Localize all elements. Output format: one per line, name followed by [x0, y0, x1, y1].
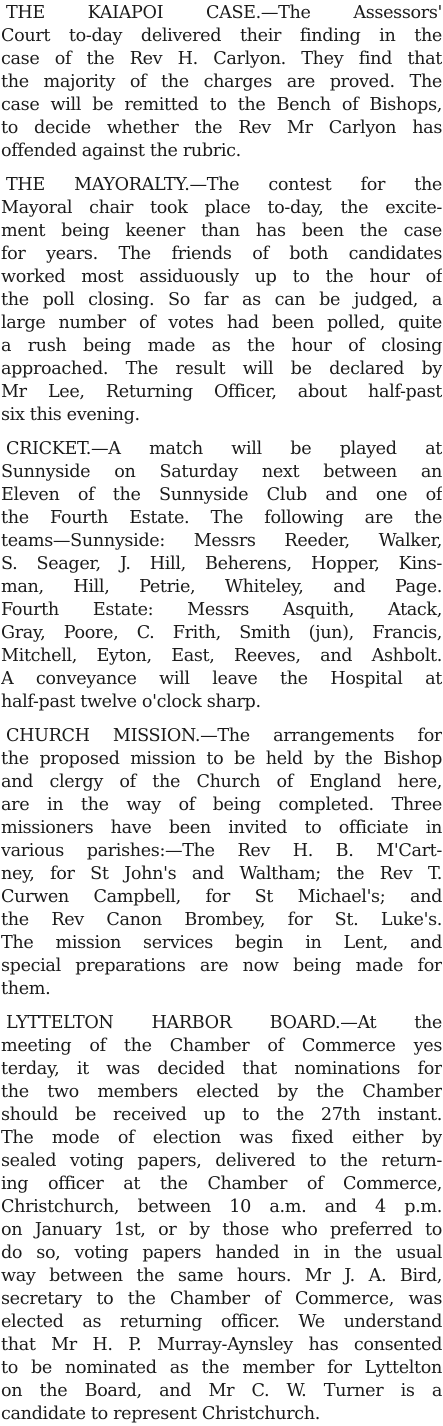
- article-line: various parishes:—The Rev H. B. M'Cart-: [1, 841, 442, 861]
- article-line: Fourth Estate: Messrs Asquith, Atack,: [1, 600, 442, 620]
- article-line: should be received up to the 27th instant.: [1, 1105, 442, 1125]
- article-divider: [1, 431, 442, 432]
- article-line: CHURCH MISSION.—The arrangements for: [6, 726, 442, 746]
- article-line: offended against the rubric.: [1, 141, 241, 161]
- article-line: ing officer at the Chamber of Commerce,: [1, 1174, 442, 1194]
- article-divider: [1, 1005, 442, 1006]
- article-line: the Rev Canon Brombey, for St. Luke's.: [1, 910, 442, 930]
- article-line: on January 1st, or by those who preferred to: [1, 1220, 442, 1240]
- article-line: Sunnyside on Saturday next between an: [1, 462, 442, 482]
- article-line: do so, voting papers handed in in the usual: [1, 1243, 442, 1263]
- article-line: Eleven of the Sunnyside Club and one of: [1, 485, 442, 505]
- article-line: Mayoral chair took place to-day, the excite-: [1, 198, 442, 218]
- article-line: Christchurch, between 10 a.m. and 4 p.m.: [1, 1197, 442, 1217]
- article-line: man, Hill, Petrie, Whiteley, and Page.: [1, 577, 442, 597]
- article-divider: [1, 167, 442, 168]
- article-line: missioners have been invited to officiate in: [1, 818, 442, 838]
- article-line: to decide whether the Rev Mr Carlyon has: [1, 118, 442, 138]
- article-line: are in the way of being completed. Three: [1, 795, 442, 815]
- article-line: THE MAYORALTY.—The contest for the: [6, 175, 442, 195]
- article-mayoralty: [1, 174, 442, 427]
- article-line: large number of votes had been polled, quite: [1, 313, 442, 333]
- article-divider: [1, 718, 442, 719]
- article-church-mission: [1, 725, 442, 1001]
- article-line: six this evening.: [1, 405, 140, 425]
- article-line: meeting of the Chamber of Commerce yes: [1, 1036, 442, 1056]
- article-line: on the Board, and Mr C. W. Turner is a: [1, 1381, 442, 1401]
- article-line: for years. The friends of both candidates: [1, 244, 442, 264]
- article-line: case of the Rev H. Carlyon. They find that: [1, 49, 442, 69]
- article-line: half-past twelve o'clock sharp.: [1, 692, 261, 712]
- article-line: a rush being made as the hour of closing: [1, 336, 442, 356]
- article-cricket: [1, 438, 442, 714]
- article-line: Curwen Campbell, for St Michael's; and: [1, 887, 442, 907]
- article-line: The mode of election was fixed either by: [1, 1128, 442, 1148]
- article-kaiapoi-case: [1, 0, 442, 163]
- article-line: the majority of the charges are proved. The: [1, 72, 442, 92]
- article-line: elected as returning officer. We understand: [1, 1312, 442, 1332]
- article-line: the two members elected by the Chamber: [1, 1082, 442, 1102]
- article-line: The mission services begin in Lent, and: [1, 933, 442, 953]
- article-line: Mitchell, Eyton, East, Reeves, and Ashbolt.: [1, 646, 442, 666]
- article-line: and clergy of the Church of England here,: [1, 772, 442, 792]
- article-line: Gray, Poore, C. Frith, Smith (jun), Francis,: [1, 623, 442, 643]
- article-line: the proposed mission to be held by the Bishop: [1, 749, 442, 769]
- article-line: Mr Lee, Returning Officer, about half-past: [1, 382, 442, 402]
- article-line: that Mr H. P. Murray-Aynsley has consented: [1, 1335, 442, 1355]
- article-line: the poll closing. So far as can be judged, a: [1, 290, 442, 310]
- article-line: ment being keener than has been the case: [1, 221, 442, 241]
- article-line: secretary to the Chamber of Commerce, was: [1, 1289, 442, 1309]
- article-line: case will be remitted to the Bench of Bishops,: [1, 95, 442, 115]
- article-line: sealed voting papers, delivered to the return-: [1, 1151, 442, 1171]
- article-line: worked most assiduously up to the hour of: [1, 267, 442, 287]
- article-line: S. Seager, J. Hill, Beherens, Hopper, Kins-: [1, 554, 442, 574]
- article-line: teams—Sunnyside: Messrs Reeder, Walker,: [1, 531, 442, 551]
- article-line: to be nominated as the member for Lyttelton: [1, 1358, 442, 1378]
- article-line: A conveyance will leave the Hospital at: [1, 669, 442, 689]
- article-line: LYTTELTON HARBOR BOARD.—At the: [6, 1013, 442, 1033]
- article-line: candidate to represent Christchurch.: [1, 1404, 321, 1424]
- article-line: them.: [1, 979, 51, 999]
- article-lyttelton-harbor-board: [1, 1012, 442, 1426]
- article-line: the Fourth Estate. The following are the: [1, 508, 442, 528]
- article-line: way between the same hours. Mr J. A. Bird,: [1, 1266, 442, 1286]
- article-line: approached. The result will be declared by: [1, 359, 442, 379]
- article-line: terday, it was decided that nominations for: [1, 1059, 442, 1079]
- article-line: Court to-day delivered their finding in the: [1, 26, 442, 46]
- article-line: special preparations are now being made for: [1, 956, 442, 976]
- article-line: CRICKET.—A match will be played at: [6, 439, 442, 459]
- article-line: THE KAIAPOI CASE.—The Assessors': [6, 3, 442, 23]
- article-line: ney, for St John's and Waltham; the Rev T.: [1, 864, 442, 884]
